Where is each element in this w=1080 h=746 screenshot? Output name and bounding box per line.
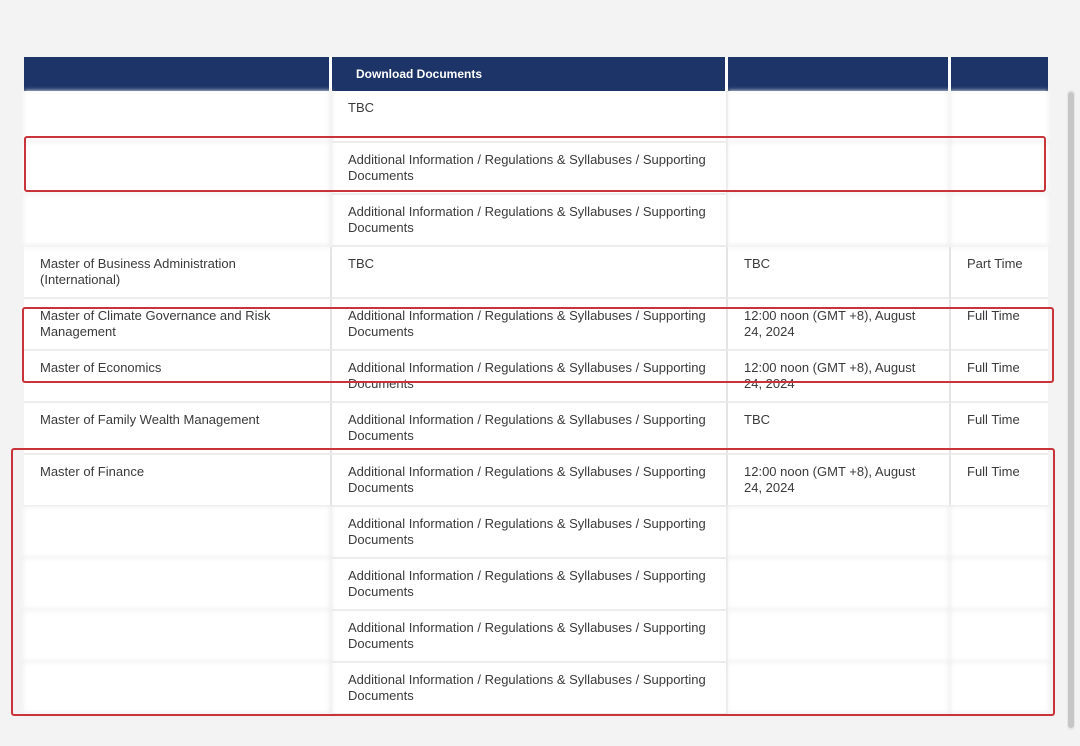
header-download-documents: Download Documents: [332, 57, 728, 91]
deadline-cell: [728, 195, 951, 247]
programme-name-cell: Master of Finance: [24, 455, 332, 507]
programme-name-cell: [24, 559, 332, 611]
deadline-cell: 12:00 noon (GMT +8), August 24, 2024: [728, 351, 951, 403]
deadline-cell: [728, 507, 951, 559]
table-row: [24, 559, 1048, 611]
programme-table: [24, 57, 1048, 715]
download-documents-link[interactable]: Additional Information / Regulations & Syllabuses / Supporting Documents: [332, 455, 728, 507]
programme-name-cell: Master of Business Administration (International): [24, 247, 332, 299]
programme-name-cell: [24, 663, 332, 715]
download-documents-link[interactable]: Additional Information / Regulations & Syllabuses / Supporting Documents: [332, 195, 728, 247]
study-mode-cell: [951, 507, 1048, 559]
download-documents-link[interactable]: TBC: [332, 91, 728, 143]
download-documents-link[interactable]: TBC: [332, 247, 728, 299]
download-documents-link[interactable]: Additional Information / Regulations & Syllabuses / Supporting Documents: [332, 351, 728, 403]
study-mode-cell: [951, 195, 1048, 247]
table-row: [24, 143, 1048, 195]
table-row: [24, 507, 1048, 559]
study-mode-cell: [951, 559, 1048, 611]
download-documents-link[interactable]: Additional Information / Regulations & Syllabuses / Supporting Documents: [332, 559, 728, 611]
download-documents-link[interactable]: Additional Information / Regulations & Syllabuses / Supporting Documents: [332, 507, 728, 559]
programme-name-cell: [24, 507, 332, 559]
study-mode-cell: Part Time: [951, 247, 1048, 299]
table-row: [24, 247, 1048, 299]
table-header-row: [24, 57, 1048, 91]
scrollbar-thumb[interactable]: [1068, 92, 1074, 728]
table-row: [24, 611, 1048, 663]
programme-name-cell: [24, 91, 332, 143]
table-row: [24, 351, 1048, 403]
deadline-cell: [728, 611, 951, 663]
download-documents-link[interactable]: Additional Information / Regulations & Syllabuses / Supporting Documents: [332, 663, 728, 715]
study-mode-cell: [951, 91, 1048, 143]
table-row: [24, 299, 1048, 351]
programme-name-cell: Master of Economics: [24, 351, 332, 403]
download-documents-link[interactable]: Additional Information / Regulations & Syllabuses / Supporting Documents: [332, 611, 728, 663]
deadline-cell: [728, 559, 951, 611]
programme-name-cell: [24, 611, 332, 663]
deadline-cell: [728, 663, 951, 715]
deadline-cell: 12:00 noon (GMT +8), August 24, 2024: [728, 455, 951, 507]
header-programme: [24, 57, 332, 91]
deadline-cell: [728, 91, 951, 143]
table-row: [24, 455, 1048, 507]
deadline-cell: TBC: [728, 403, 951, 455]
study-mode-cell: Full Time: [951, 455, 1048, 507]
table-row: [24, 403, 1048, 455]
programme-name-cell: [24, 143, 332, 195]
deadline-cell: 12:00 noon (GMT +8), August 24, 2024: [728, 299, 951, 351]
programme-name-cell: Master of Climate Governance and Risk Management: [24, 299, 332, 351]
table-row: [24, 663, 1048, 715]
programme-name-cell: [24, 195, 332, 247]
header-deadline: [728, 57, 951, 91]
download-documents-link[interactable]: Additional Information / Regulations & Syllabuses / Supporting Documents: [332, 403, 728, 455]
study-mode-cell: [951, 663, 1048, 715]
deadline-cell: [728, 143, 951, 195]
download-documents-link[interactable]: Additional Information / Regulations & Syllabuses / Supporting Documents: [332, 143, 728, 195]
study-mode-cell: Full Time: [951, 351, 1048, 403]
deadline-cell: TBC: [728, 247, 951, 299]
table-row: [24, 195, 1048, 247]
table-body: [24, 91, 1048, 715]
header-study-mode: [951, 57, 1048, 91]
study-mode-cell: Full Time: [951, 299, 1048, 351]
table-row: [24, 91, 1048, 143]
download-documents-link[interactable]: Additional Information / Regulations & Syllabuses / Supporting Documents: [332, 299, 728, 351]
programme-name-cell: Master of Family Wealth Management: [24, 403, 332, 455]
study-mode-cell: Full Time: [951, 403, 1048, 455]
study-mode-cell: [951, 611, 1048, 663]
study-mode-cell: [951, 143, 1048, 195]
